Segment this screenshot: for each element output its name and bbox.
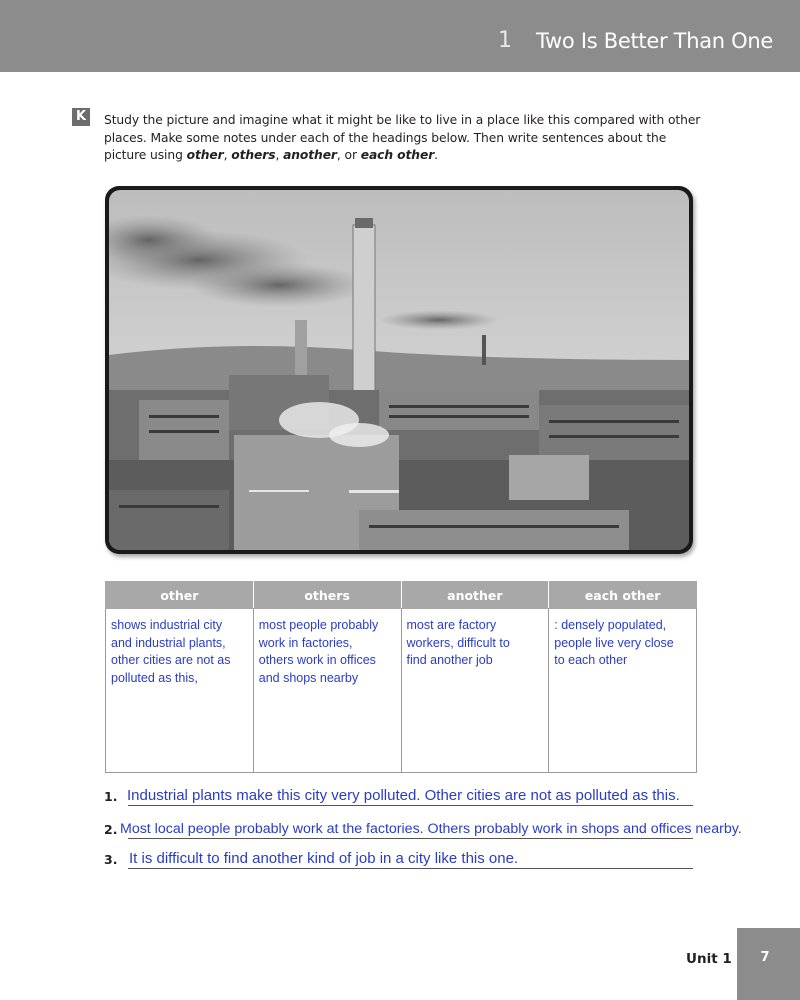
sentence-row-3 [104,843,784,867]
sentence-number: 3. [104,852,118,867]
page-number: 7 [760,950,770,965]
sentence-row-2 [104,813,784,837]
answer-line [128,868,693,869]
page-header [0,0,800,72]
sentence-row-1 [104,780,784,804]
sentence-answer[interactable]: Most local people probably work at the factories. Others probably work in shops and offices nearby. [120,821,742,837]
keyword-other: other [186,148,224,162]
notes-cell-other[interactable]: shows industrial city and industrial plants, other cities are not as polluted as this, [106,609,254,773]
exercise-instructions [104,112,704,165]
industrial-city-photo [109,190,689,550]
column-header-each-other: each other [549,582,697,609]
exercise-letter-badge: K [72,108,90,126]
footer-unit-label: Unit 1 [686,951,732,967]
answer-line [128,838,693,839]
answer-line [128,805,693,806]
separator: , [275,148,284,162]
page-number-box [737,928,800,1000]
keyword-another: another [283,148,337,162]
keyword-each-other: each other [360,148,435,162]
notes-cell-another[interactable]: most are factory workers, difficult to find another job [401,609,549,773]
sentence-number: 2. [104,822,118,837]
sentence-number: 1. [104,789,118,804]
unit-title: Two Is Better Than One [536,29,774,53]
column-header-other: other [106,582,254,609]
photo-frame [105,186,693,554]
notes-cell-others[interactable]: most people probably work in factories, others work in offices and shops nearby [253,609,401,773]
notes-table [105,581,697,773]
unit-number: 1 [498,28,512,53]
period: . [434,148,438,162]
separator: , [223,148,232,162]
column-header-another: another [401,582,549,609]
column-header-others: others [253,582,401,609]
sentence-answer[interactable]: Industrial plants make this city very polluted. Other cities are not as polluted as this. [127,787,680,804]
sentence-answer[interactable]: It is difficult to find another kind of job in a city like this one. [129,850,519,867]
notes-cell-each-other[interactable]: : densely populated, people live very close to each other [549,609,697,773]
separator: , or [336,148,361,162]
keyword-others: others [231,148,276,162]
instructions-text: Study the picture and imagine what it might be like to live in a place like this compared with other places. Make some notes under each of the headings below. Then write sentences about the picture using [104,113,701,162]
